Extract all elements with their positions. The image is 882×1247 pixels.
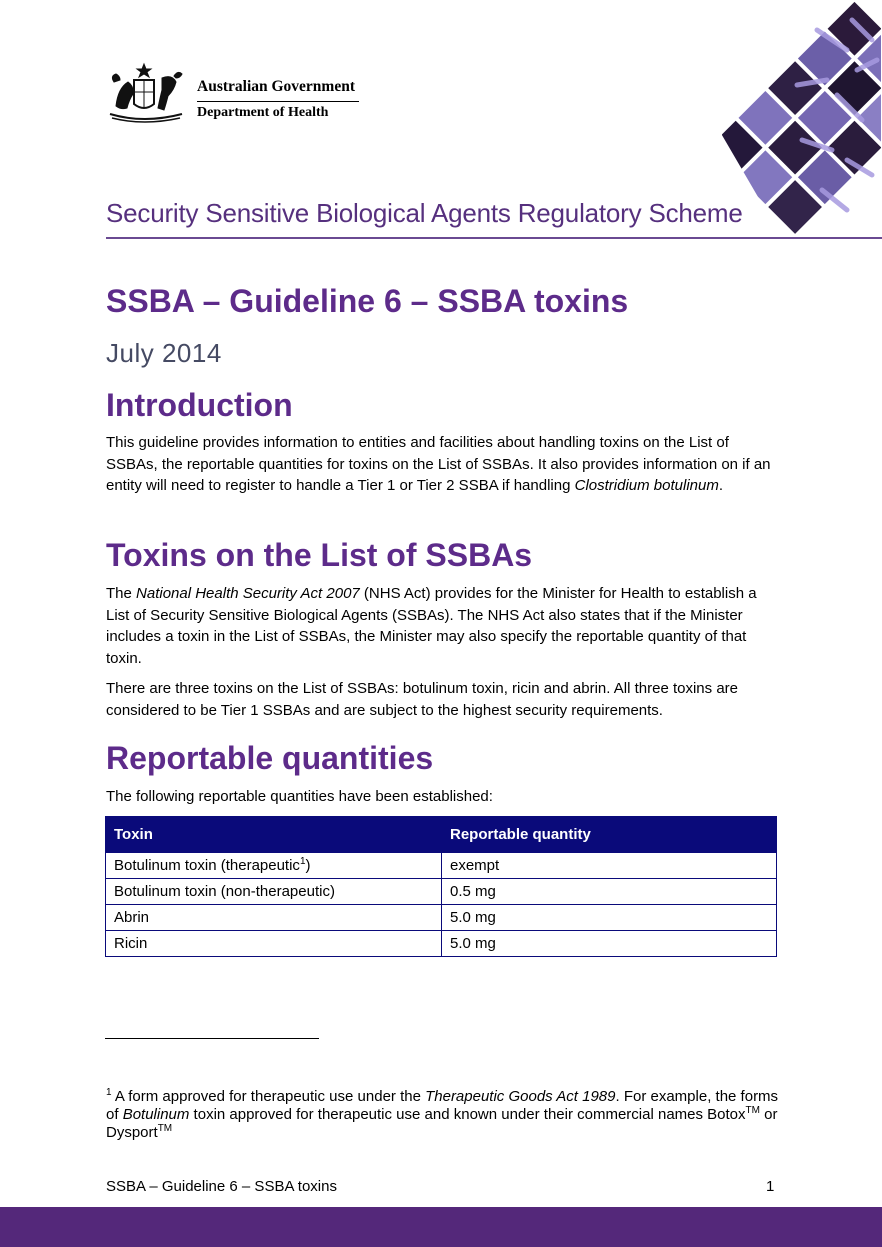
footnote bbox=[106, 1088, 786, 1142]
toxin-cell: Botulinum toxin (non-therapeutic) bbox=[106, 879, 442, 905]
p2-text: There are three toxins on the List of SSBAs: botulinum toxin, ricin and abrin. All three toxins are considered to be Tier 1 SSBAs and are subject to the highest security requirements. bbox=[106, 680, 738, 719]
scheme-title: Security Sensitive Biological Agents Regulatory Scheme bbox=[106, 198, 743, 228]
table-header-row bbox=[106, 817, 777, 853]
act-name: National Health Security Act 2007 bbox=[136, 585, 360, 602]
government-logo bbox=[104, 62, 364, 130]
intro-text: This guideline provides information to entities and facilities about handling toxins on the List of SSBAs, the reportable quantities for toxins on the List of SSBAs. It also provides information on if an entity will need to register to handle a Tier 1 or Tier 2 SSBA if handling bbox=[106, 434, 771, 494]
heading-toxins-list: Toxins on the List of SSBAs bbox=[106, 537, 533, 573]
quantity-cell: 0.5 mg bbox=[442, 879, 777, 905]
table-row bbox=[106, 853, 777, 879]
column-header-quantity: Reportable quantity bbox=[442, 817, 777, 853]
toxin-name: Botulinum toxin (therapeutic bbox=[114, 857, 300, 874]
footnote-reference[interactable]: 1 bbox=[299, 856, 306, 867]
footnote-organism: Botulinum bbox=[122, 1106, 190, 1123]
footnote-text: A form approved for therapeutic use under the bbox=[111, 1088, 426, 1105]
intro-paragraph bbox=[106, 432, 776, 497]
quantity-cell: 5.0 mg bbox=[442, 931, 777, 957]
department-name: Department of Health bbox=[197, 105, 329, 120]
page-title: SSBA – Guideline 6 – SSBA toxins bbox=[106, 283, 629, 319]
intro-text-end: . bbox=[718, 477, 724, 494]
toxin-name-end: ) bbox=[305, 857, 311, 874]
logo-divider bbox=[197, 101, 359, 102]
bacteria-image-mosaic bbox=[722, 0, 882, 240]
commonwealth-coat-of-arms-icon bbox=[104, 62, 188, 128]
footnote-text: or Dysport bbox=[106, 1106, 778, 1141]
table-row bbox=[106, 931, 777, 957]
footnote-text: toxin approved for therapeutic use and known under their commercial names Botox bbox=[189, 1106, 746, 1123]
toxin-cell bbox=[106, 853, 442, 879]
header-rule bbox=[106, 237, 882, 239]
quantity-cell: exempt bbox=[442, 853, 777, 879]
toxin-cell: Ricin bbox=[106, 931, 442, 957]
toxins-paragraph-1 bbox=[106, 583, 776, 669]
footnote-separator bbox=[105, 1038, 319, 1039]
footnote-marker: 1 bbox=[106, 1087, 112, 1098]
table-row bbox=[106, 905, 777, 931]
trademark-mark: TM bbox=[157, 1123, 173, 1134]
footnote-act-name: Therapeutic Goods Act 1989 bbox=[425, 1088, 616, 1105]
footer-band bbox=[0, 1207, 882, 1247]
toxins-paragraph-2 bbox=[106, 678, 776, 721]
reportable-quantities-table bbox=[105, 816, 777, 957]
page-number: 1 bbox=[766, 1178, 775, 1195]
column-header-toxin: Toxin bbox=[106, 817, 442, 853]
heading-introduction: Introduction bbox=[106, 387, 293, 423]
quantity-cell: 5.0 mg bbox=[442, 905, 777, 931]
p1-text-start: The bbox=[106, 585, 137, 602]
trademark-mark: TM bbox=[745, 1105, 760, 1116]
toxin-cell: Abrin bbox=[106, 905, 442, 931]
intro-organism: Clostridium botulinum bbox=[574, 477, 719, 494]
footnote-text: . For example, the forms of bbox=[106, 1088, 779, 1123]
p1-text-end: (NHS Act) provides for the Minister for Health to establish a List of Security Sensitive Biological Agents (SSBAs). The NHS Act also states that if the Minister includes a toxin in the List of SSBAs, the Minister may also specify the reportable quantity of that toxin. bbox=[106, 585, 757, 667]
reportable-intro: The following reportable quantities have been established: bbox=[106, 788, 493, 805]
table-row bbox=[106, 879, 777, 905]
footer-document-label: SSBA – Guideline 6 – SSBA toxins bbox=[106, 1178, 337, 1195]
document-date: July 2014 bbox=[106, 338, 222, 368]
government-name: Australian Government bbox=[197, 78, 356, 95]
heading-reportable-quantities: Reportable quantities bbox=[106, 740, 434, 776]
